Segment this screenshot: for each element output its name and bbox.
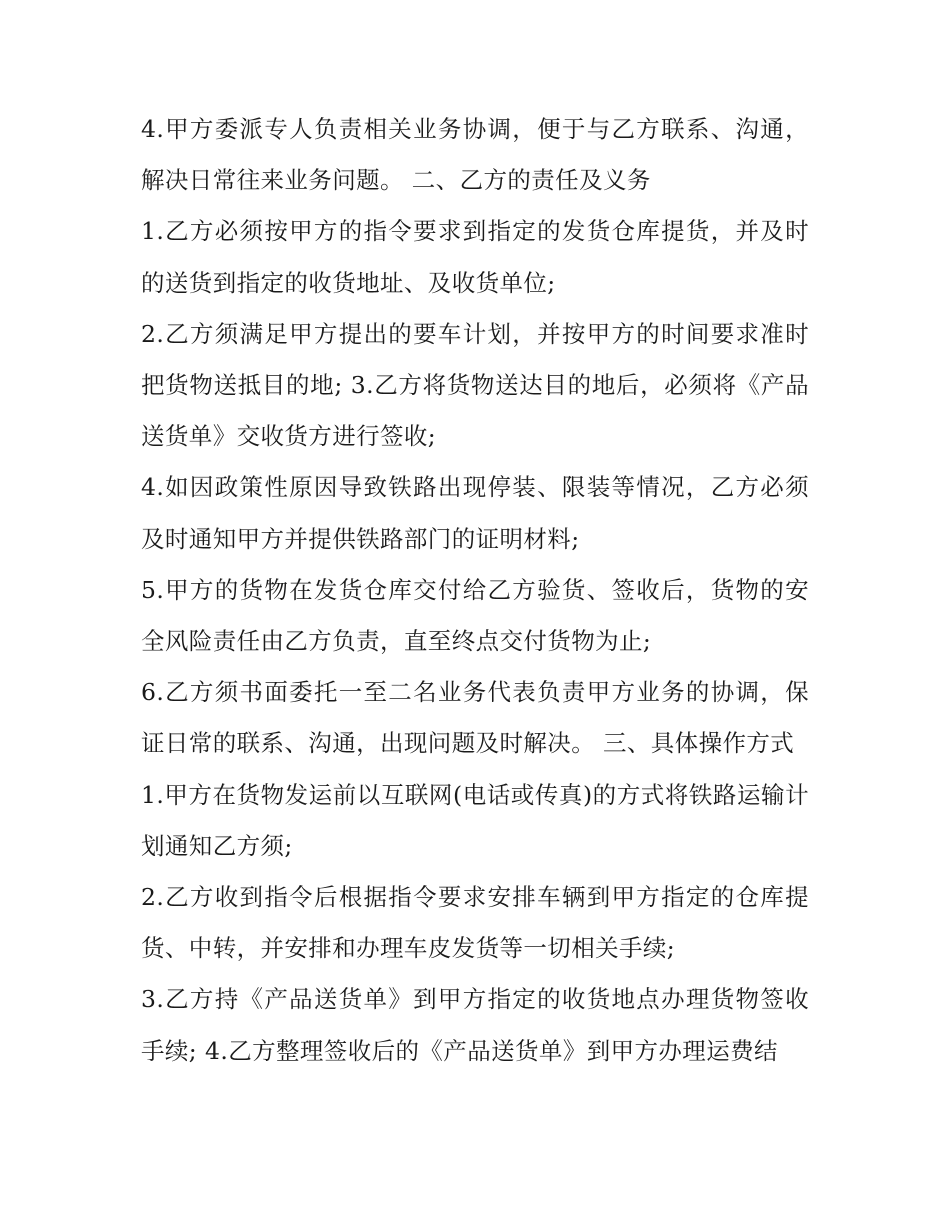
paragraph-party-a-duty-4: 4.甲方委派专人负责相关业务协调，便于与乙方联系、沟通，解决日常往来业务问题。 二、乙方的责任及义务: [141, 115, 809, 195]
document-body: [141, 104, 809, 1077]
paragraph-party-b-duty-2-3: 2.乙方须满足甲方提出的要车计划，并按甲方的时间要求准时把货物送抵目的地; 3.乙方将货物送达目的地后，必须将《产品送货单》交收货方进行签收;: [141, 319, 809, 451]
paragraph-operation-3-4: 3.乙方持《产品送货单》到甲方指定的收货地点办理货物签收手续; 4.乙方整理签收后的《产品送货单》到甲方办理运费结: [141, 985, 809, 1065]
paragraph-operation-1: 1.甲方在货物发运前以互联网(电话或传真)的方式将铁路运输计划通知乙方须;: [141, 780, 809, 860]
paragraph-party-b-duty-4: 4.如因政策性原因导致铁路出现停装、限装等情况，乙方必须及时通知甲方并提供铁路部门的证明材料;: [141, 473, 809, 553]
paragraph-party-b-duty-5: 5.甲方的货物在发货仓库交付给乙方验货、签收后，货物的安全风险责任由乙方负责，直至终点交付货物为止;: [141, 575, 809, 656]
paragraph-operation-2: 2.乙方收到指令后根据指令要求安排车辆到甲方指定的仓库提货、中转，并安排和办理车皮发货等一切相关手续;: [141, 883, 809, 963]
paragraph-party-b-duty-1: 1.乙方必须按甲方的指令要求到指定的发货仓库提货，并及时的送货到指定的收货地址、及收货单位;: [141, 217, 809, 297]
paragraph-party-b-duty-6: 6.乙方须书面委托一至二名业务代表负责甲方业务的协调，保证日常的联系、沟通，出现问题及时解决。 三、具体操作方式: [141, 678, 809, 758]
